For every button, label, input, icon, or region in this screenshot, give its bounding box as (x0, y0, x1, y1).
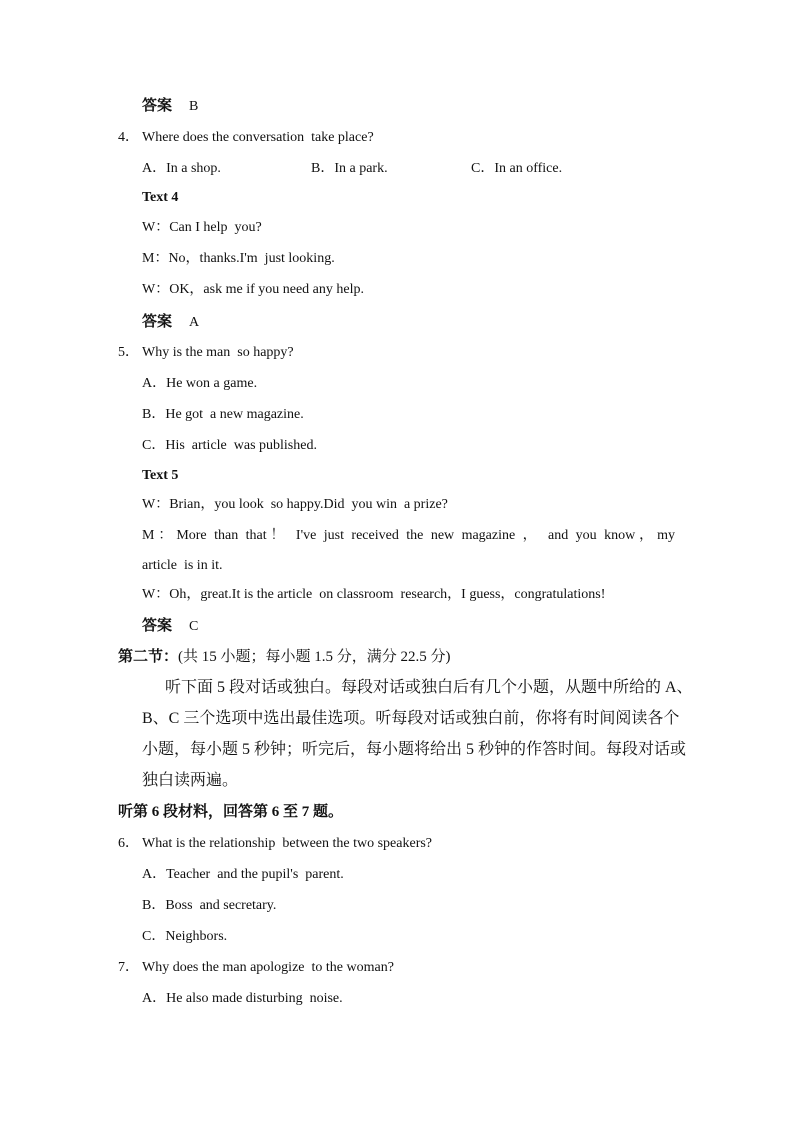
option-b: B．In a park. (311, 161, 388, 176)
dialogue-line: M：More than that！ I've just received the new magazine ， and you know，my (142, 528, 675, 543)
answer-value: B (189, 99, 199, 114)
option-c: C．In an office. (471, 161, 563, 176)
question-7 (118, 958, 394, 978)
answer-line (142, 96, 198, 116)
option-a: A．He won a game. (142, 376, 258, 391)
answer-value: A (189, 315, 200, 330)
option-a: A．Teacher and the pupil's parent. (142, 867, 344, 882)
instructions-line: B、C 三个选项中选出最佳选项。听每段对话或独白前，你将有时间阅读各个 (142, 710, 680, 727)
answer-label: 答案 (142, 314, 173, 330)
instructions-line: 小题，每小题 5 秒钟；听完后，每小题将给出 5 秒钟的作答时间。每段对话或 (142, 741, 687, 758)
answer-label: 答案 (142, 98, 173, 114)
text-5-title: Text 5 (142, 468, 179, 483)
question-number: 5． (118, 345, 139, 360)
option-c: C．His article was published. (142, 438, 317, 453)
question-stem: Where does the conversation take place? (142, 130, 374, 145)
section-heading (118, 647, 451, 667)
section-title: 第二节： (118, 649, 179, 665)
question-number: 7． (118, 960, 139, 975)
answer-label: 答案 (142, 618, 173, 634)
section-scoring: (共 15 小题；每小题 1.5 分，满分 22.5 分) (178, 649, 451, 665)
question-5 (118, 343, 294, 363)
question-4-options (142, 159, 662, 179)
text-4-title: Text 4 (142, 190, 179, 205)
instructions-line: 听下面 5 段对话或独白。每段对话或独白后有几个小题，从题中所给的 A、 (165, 679, 693, 696)
question-stem: Why is the man so happy? (142, 345, 294, 360)
dialogue-line: M：No，thanks.I'm just looking. (142, 251, 335, 266)
question-4 (118, 128, 374, 148)
dialogue-line-continuation: article is in it. (142, 558, 223, 573)
dialogue-line: W：Brian，you look so happy.Did you win a prize? (142, 497, 448, 512)
instructions-line: 独白读两遍。 (142, 772, 239, 789)
question-stem: What is the relationship between the two speakers? (142, 836, 433, 851)
option-a: A．He also made disturbing noise. (142, 991, 343, 1006)
answer-line (142, 312, 199, 332)
option-b: B．Boss and secretary. (142, 898, 277, 913)
answer-line (142, 616, 198, 636)
option-c: C．Neighbors. (142, 929, 228, 944)
option-b: B．He got a new magazine. (142, 407, 304, 422)
dialogue-line: W：Oh，great.It is the article on classroom research，I guess，congratulations! (142, 587, 606, 602)
question-number: 4． (118, 130, 139, 145)
dialogue-line: W：Can I help you? (142, 220, 262, 235)
answer-value: C (189, 619, 199, 634)
dialogue-line: W：OK，ask me if you need any help. (142, 282, 364, 297)
question-number: 6． (118, 836, 139, 851)
question-stem: Why does the man apologize to the woman? (142, 960, 394, 975)
question-6 (118, 834, 432, 854)
material-prompt: 听第 6 段材料，回答第 6 至 7 题。 (118, 804, 344, 820)
option-a: A．In a shop. (142, 161, 221, 176)
